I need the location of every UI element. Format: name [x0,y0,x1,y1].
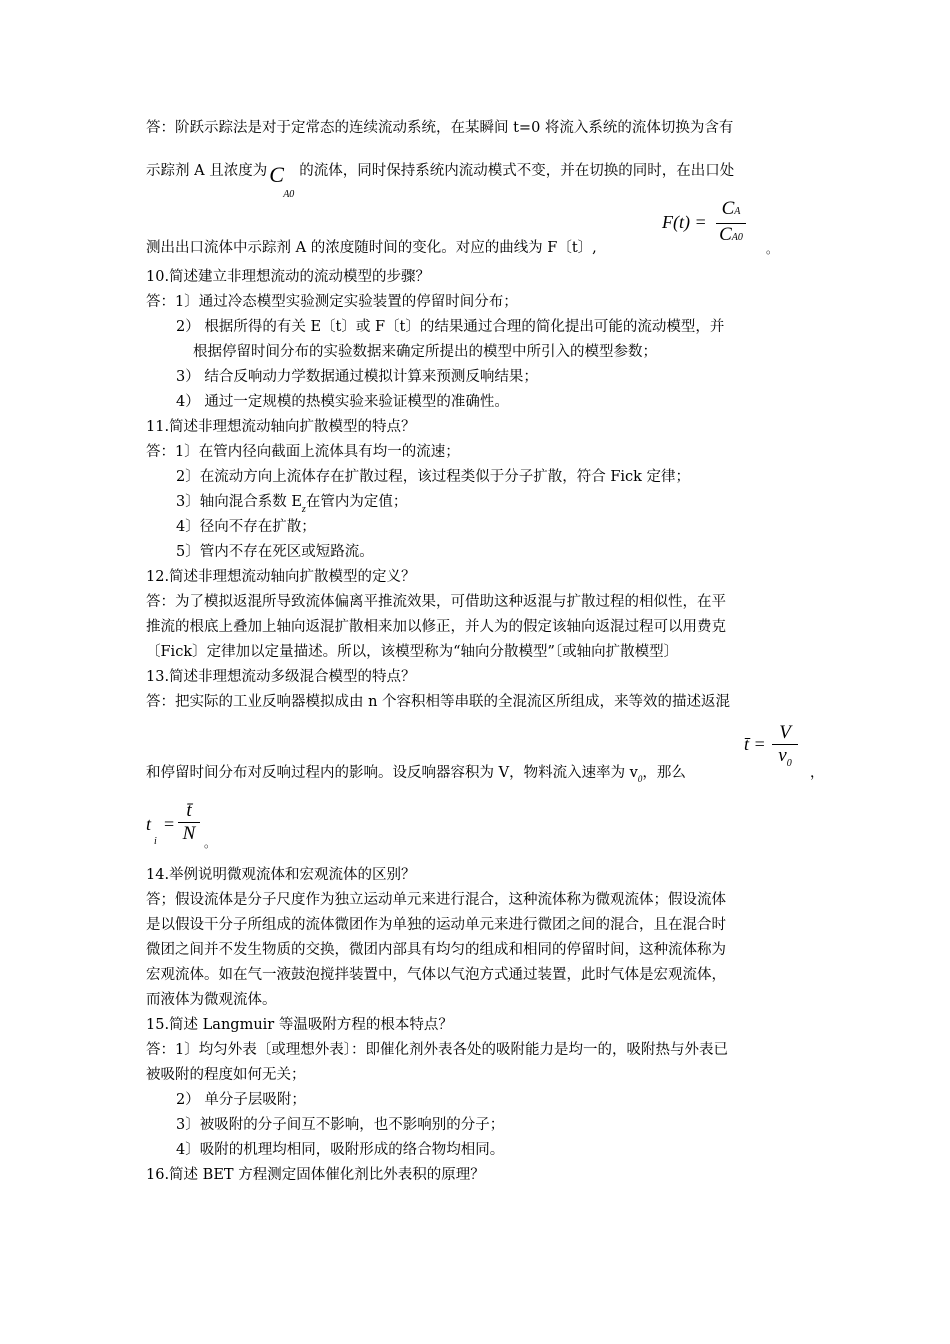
tbar-formula: t̄ = V $v_0$ ， [744,722,824,781]
q11-answer-2: 2〕在流动方向上流体存在扩散过程，该过程类似于分子扩散，符合 Fick 定律； [176,469,691,485]
q15-answer-4: 4〕吸附的机理均相同，吸附形成的络合物均相同。 [176,1142,505,1158]
q14-line-1: 答；假设流体是分子尺度作为独立运动单元来进行混合，这种流体称为微观流体；假设流体 [146,892,726,908]
q10-answer-3: 3） 结合反响动力学数据通过模拟计算来预测反响结果； [176,369,538,385]
q14-line-4: 宏观流体。如在气一液鼓泡搅拌装置中，气体以气泡方式通过装置，此时气体是宏观流体， [146,967,726,983]
q10-title: 10.简述建立非理想流动的流动模型的步骤？ [146,269,431,285]
q10-answer-1: 答：1〕通过冷态模型实验测定实验装置的停留时间分布； [146,294,518,310]
q13-line-2: 和停留时间分布对反响过程内的影响。设反响器容积为 V，物料流入速率为 $v_0$，那么 [146,765,686,784]
q15-answer-2: 2） 单分子层吸附； [176,1092,306,1108]
q11-answer-4: 4〕径向不存在扩散； [176,519,316,535]
ti-formula: t i = t̄ N 。 [146,800,217,850]
q12-line-2: 推流的根底上叠加上轴向返混扩散相来加以修正，并人为的假定该轴向返混过程可以用费克 [146,619,726,635]
q14-line-3: 微团之间并不发生物质的交换，微团内部具有均匀的组成和相同的停留时间，这种流体称为 [146,942,726,958]
q14-line-2: 是以假设干分子所组成的流体微团作为单独的运动单元来进行微团之间的混合，且在混合时 [146,917,726,933]
p9-line-1: 答：阶跃示踪法是对于定常态的连续流动系统，在某瞬间 t=0 将流入系统的流体切换为含有 [146,120,734,136]
q12-line-1: 答：为了模拟返混所导致流体偏离平推流效果，可借助这种返混与扩散过程的相似性，在平 [146,594,726,610]
q15-answer-1b: 被吸附的程度如何无关； [146,1067,306,1083]
q10-answer-2a: 2） 根据所得的有关 E〔t〕或 F〔t〕的结果通过合理的简化提出可能的流动模型，并 [176,319,725,335]
ft-formula: F(t) = CA CA0 。 [662,198,779,256]
q11-answer-1: 答：1〕在管内径向截面上流体具有均一的流速； [146,444,460,460]
q13-line-1: 答：把实际的工业反响器模拟成由 n 个容积相等串联的全混流区所组成，来等效的描述返混 [146,694,731,710]
q10-answer-4: 4） 通过一定规模的热模实验来验证模型的准确性。 [176,394,509,410]
q14-line-5: 而液体为微观流体。 [146,992,277,1008]
ft-fraction: CA CA0 [716,198,746,249]
v-over-v0-fraction: V $v_0$ [772,722,798,770]
q13-title: 13.简述非理想流动多级混合模型的特点？ [146,669,416,685]
p9-line-2: 示踪剂 A 且浓度为 C A0 的流体，同时保持系统内流动模式不变，并在切换的同时，在出口处 [146,162,735,200]
q15-title: 15.简述 Langmuir 等温吸附方程的根本特点？ [146,1017,453,1033]
q12-line-3: 〔Fick〕定律加以定量描述。所以，该模型称为“轴向分散模型”〔或轴向扩散模型〕 [146,644,679,660]
t-over-n-fraction: t̄ N [178,800,200,845]
q15-answer-3: 3〕被吸附的分子间互不影响，也不影响别的分子； [176,1117,505,1133]
p9-line-3: 测出出口流体中示踪剂 A 的浓度随时间的变化。对应的曲线为 F〔t〕, [146,240,597,256]
q12-title: 12.简述非理想流动轴向扩散模型的定义？ [146,569,416,585]
q11-answer-5: 5〕管内不存在死区或短路流。 [176,544,374,560]
q10-answer-2b: 根据停留时间分布的实验数据来确定所提出的模型中所引入的模型参数； [193,344,657,360]
q11-title: 11.简述非理想流动轴向扩散模型的特点？ [146,419,416,435]
q15-answer-1a: 答：1〕均匀外表〔或理想外表〕：即催化剂外表各处的吸附能力是均一的，吸附热与外表已 [146,1042,728,1058]
q14-title: 14.举例说明微观流体和宏观流体的区别？ [146,867,416,883]
q16-title: 16.简述 BET 方程测定固体催化剂比外表积的原理？ [146,1167,485,1183]
q11-answer-3: 3〕轴向混合系数 $E_z$在管内为定值； [176,494,408,515]
